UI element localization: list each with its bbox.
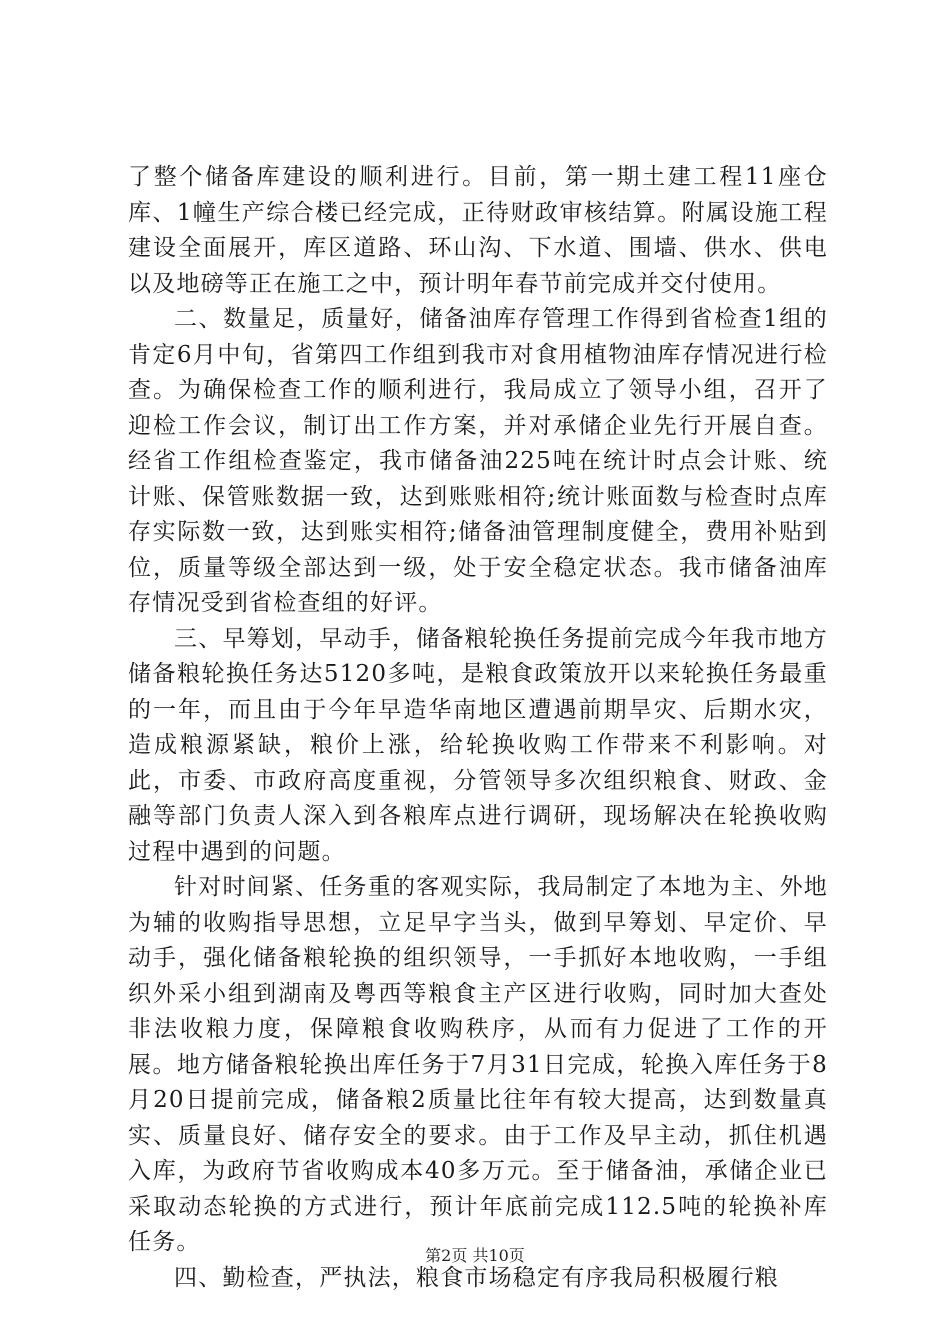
page-number: 第2页 共10页 <box>425 1246 525 1265</box>
document-body <box>128 160 828 1296</box>
paragraph-grain-rotation: 三、早筹划，早动手，储备粮轮换任务提前完成今年我市地方储备粮轮换任务达5120多吨，是粮食政策放开以来轮换任务最重的一年，而且由于今年早造华南地区遭遇前期旱灾、后期水灾，造成粮源紧缺，粮价上涨，给轮换收购工作带来不利影响。对此，市委、市政府高度重视，分管领导多次组织粮食、财政、金融等部门负责人深入到各粮库点进行调研，现场解决在轮换收购过程中遇到的问题。 <box>128 625 828 865</box>
paragraph-market-inspection: 四、勤检查，严执法，粮食市场稳定有序我局积极履行粮 <box>174 1264 779 1291</box>
paragraph-oil-reserve-inspection: 二、数量足，质量好，储备油库存管理工作得到省检查1组的肯定6月中旬，省第四工作组到我市对食用植物油库存情况进行检查。为确保检查工作的顺利进行，我局成立了领导小组，召开了迎检工作会议，制订出工作方案，并对承储企业先行开展自查。经省工作组检查鉴定，我市储备油225吨在统计时点会计账、统计账、保管账数据一致，达到账账相符;统计账面数与检查时点库存实际数一致，达到账实相符;储备油管理制度健全，费用补贴到位，质量等级全部达到一级，处于安全稳定状态。我市储备油库存情况受到省检查组的好评。 <box>128 306 828 616</box>
paragraph-construction-progress: 了整个储备库建设的顺利进行。目前，第一期土建工程11座仓库、1幢生产综合楼已经完成，正待财政审核结算。附属设施工程建设全面展开，库区道路、环山沟、下水道、围墙、供水、供电以及地磅等正在施工之中，预计明年春节前完成并交付使用。 <box>128 164 828 297</box>
page-footer <box>0 1243 950 1266</box>
paragraph-procurement-measures: 针对时间紧、任务重的客观实际，我局制定了本地为主、外地为辅的收购指导思想，立足早字当头，做到早筹划、早定价、早动手，强化储备粮轮换的组织领导，一手抓好本地收购，一手组织外采小组到湖南及粤西等粮食主产区进行收购，同时加大查处非法收粮力度，保障粮食收购秩序，从而有力促进了工作的开展。地方储备粮轮换出库任务于7月31日完成，轮换入库任务于8月20日提前完成，储备粮2质量比往年有较大提高，达到数量真实、质量良好、储存安全的要求。由于工作及早主动，抓住机遇入库，为政府节省收购成本40多万元。至于储备油，承储企业已采取动态轮换的方式进行，预计年底前完成112.5吨的轮换补库任务。 <box>128 874 828 1255</box>
